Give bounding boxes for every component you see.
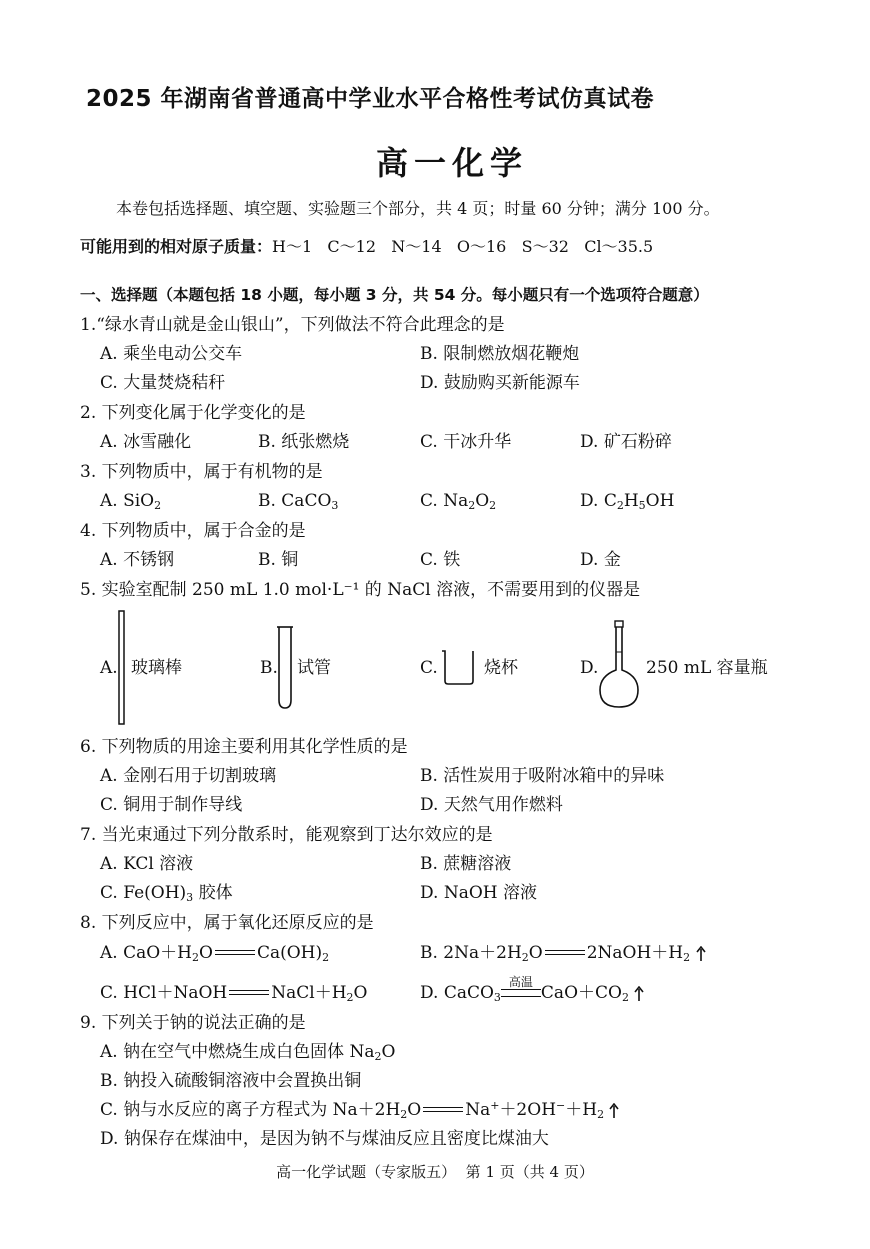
atomic-mass-line — [80, 234, 653, 257]
q8-option-a[interactable]: A. $CaO+H_2O$ $Ca(OH)_2$ — [100, 943, 330, 964]
equals-sign-icon — [421, 1106, 465, 1116]
subject-title: 高一化学 — [376, 144, 529, 182]
q1-option-a[interactable]: A. 乘坐电动公交车 — [100, 344, 243, 364]
q6-option-a[interactable]: A. 金刚石用于切割玻璃 — [100, 766, 277, 786]
question-1-stem: 1.“绿水青山就是金山银山”，下列做法不符合此理念的是 — [80, 315, 505, 335]
q9-option-c[interactable]: C. 钠与水反应的离子方程式为 $Na+2H_2O$ $Na^++2OH^-+H_2$ — [100, 1099, 619, 1121]
question-8-stem: 8. 下列反应中，属于氧化还原反应的是 — [80, 913, 374, 933]
q2-option-d[interactable]: D. 矿石粉碎 — [580, 432, 672, 452]
gas-arrow-icon — [609, 1103, 619, 1119]
q7-option-b[interactable]: B. 蔗糖溶液 — [420, 854, 512, 874]
q2-option-c[interactable]: C. 干冰升华 — [420, 432, 512, 452]
q4-option-d[interactable]: D. 金 — [580, 550, 621, 570]
exam-title: 2025 年湖南省普通高中学业水平合格性考试仿真试卷 — [86, 86, 655, 112]
equals-sign-icon — [213, 949, 257, 959]
q6-option-c[interactable]: C. 铜用于制作导线 — [100, 795, 243, 815]
gas-arrow-icon — [696, 946, 706, 962]
page-footer: 高一化学试题（专家版五） 第 1 页（共 4 页） — [276, 1163, 594, 1181]
q5-option-d-label: 250 mL 容量瓶 — [646, 658, 768, 678]
q1-option-d[interactable]: D. 鼓励购买新能源车 — [420, 373, 580, 393]
atomic-mass-values: H～1 C～12 N～14 O～16 S～32 Cl～35.5 — [272, 237, 654, 256]
q5-option-b-label: 试管 — [297, 658, 331, 678]
q4-option-b[interactable]: B. 铜 — [258, 550, 299, 570]
q9-option-a[interactable]: A. 钠在空气中燃烧生成白色固体 $Na_2O$ — [100, 1042, 396, 1063]
q3-option-d[interactable]: D. $C_2H_5OH$ — [580, 491, 675, 512]
q3-option-b[interactable]: B. CaCO$_3$ — [258, 491, 339, 512]
gas-arrow-icon — [634, 986, 644, 1002]
q5-option-c-letter[interactable]: C. — [420, 658, 438, 678]
q4-option-a[interactable]: A. 不锈钢 — [100, 550, 175, 570]
q8-option-c[interactable]: C. HCl＋NaOH $NaCl+H_2O$ — [100, 983, 368, 1004]
q3-option-a[interactable]: A. SiO$_2$ — [100, 491, 162, 512]
question-5-stem: 5. 实验室配制 250 mL 1.0 mol·L⁻¹ 的 NaCl 溶液，不需要用到的仪器是 — [80, 580, 641, 600]
q4-option-c[interactable]: C. 铁 — [420, 550, 461, 570]
q6-option-b[interactable]: B. 活性炭用于吸附冰箱中的异味 — [420, 766, 665, 786]
question-9-stem: 9. 下列关于钠的说法正确的是 — [80, 1013, 306, 1033]
q2-option-b[interactable]: B. 纸张燃烧 — [258, 432, 350, 452]
exam-intro: 本卷包括选择题、填空题、实验题三个部分，共 4 页；时量 60 分钟；满分 100 分。 — [116, 199, 720, 218]
atomic-mass-label: 可能用到的相对原子质量： — [80, 237, 273, 256]
volumetric-flask-icon — [598, 620, 640, 710]
section-heading: 一、选择题（本题包括 18 小题，每小题 3 分，共 54 分。每小题只有一个选项符合题意） — [80, 286, 709, 304]
q2-option-a[interactable]: A. 冰雪融化 — [100, 432, 192, 452]
equals-sign-icon — [501, 989, 541, 997]
test-tube-icon — [276, 626, 294, 710]
reaction-condition — [501, 975, 541, 997]
q5-option-d-letter[interactable]: D. — [580, 658, 599, 678]
q8-option-b[interactable]: B. $2Na+2H_2O$ $2NaOH+H_2$ — [420, 942, 706, 964]
question-3-stem: 3. 下列物质中，属于有机物的是 — [80, 462, 323, 482]
beaker-icon — [440, 648, 478, 686]
glass-rod-icon — [117, 610, 127, 726]
q7-option-a[interactable]: A. KCl 溶液 — [100, 854, 194, 874]
q5-option-a-letter[interactable]: A. — [100, 658, 118, 678]
condition-label: 高温 — [508, 975, 533, 989]
q9-option-d[interactable]: D. 钠保存在煤油中，是因为钠不与煤油反应且密度比煤油大 — [100, 1129, 549, 1149]
q5-option-a-label: 玻璃棒 — [131, 658, 182, 678]
q6-option-d[interactable]: D. 天然气用作燃料 — [420, 795, 563, 815]
equals-sign-icon — [227, 989, 271, 999]
q5-option-c-label: 烧杯 — [484, 658, 518, 678]
question-2-stem: 2. 下列变化属于化学变化的是 — [80, 403, 306, 423]
question-6-stem: 6. 下列物质的用途主要利用其化学性质的是 — [80, 737, 408, 757]
q5-option-b-letter[interactable]: B. — [260, 658, 278, 678]
q3-option-c[interactable]: C. $Na_2O_2$ — [420, 491, 497, 512]
q1-option-b[interactable]: B. 限制燃放烟花鞭炮 — [420, 344, 580, 364]
q7-option-d[interactable]: D. NaOH 溶液 — [420, 883, 538, 903]
question-4-stem: 4. 下列物质中，属于合金的是 — [80, 521, 306, 541]
q8-option-d[interactable]: D. CaCO$_3$ 高温 $CaO+CO_2$ — [420, 982, 644, 1004]
equals-sign-icon — [543, 949, 587, 959]
question-7-stem: 7. 当光束通过下列分散系时，能观察到丁达尔效应的是 — [80, 825, 493, 845]
q7-option-c[interactable]: C. $Fe(OH)_3$ 胶体 — [100, 883, 233, 904]
q1-option-c[interactable]: C. 大量焚烧秸秆 — [100, 373, 226, 393]
q9-option-b[interactable]: B. 钠投入硫酸铜溶液中会置换出铜 — [100, 1071, 362, 1091]
